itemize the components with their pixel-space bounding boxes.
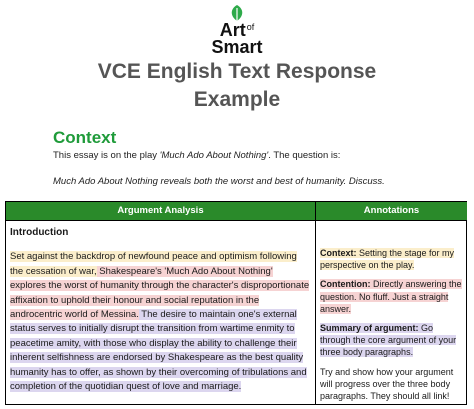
context-intro: This essay is on the play 'Much Ado About Nothing'. The question is: (53, 150, 341, 161)
argument-analysis-cell (10, 226, 310, 394)
summary-highlight: The desire to maintain one's external status serves to initially disrupt the transition from wartime enmity to peacetime amity, with those who display the ability to challenge their inherent selfishness are endorsed by Shakespeare as the best quality humanity has to offer, as shown by their overcoming of tribulations and completion of the quotidian quest of love and marriage. (10, 309, 307, 393)
play-title: 'Much Ado About Nothing' (159, 150, 269, 161)
analysis-table (5, 201, 467, 405)
logo-wordmark: Art$^{of}$ Smart (211, 20, 263, 58)
annotation-note: Try and show how your argument will progress over the three body paragraphs. They should all link! (320, 366, 454, 402)
annotations-cell (320, 247, 462, 409)
annotation-summary: Summary of argument: Go through the core argument of your three body paragraphs. (320, 323, 457, 358)
document-title-line-2: Example (193, 88, 281, 111)
context-highlight: Set against the backdrop of newfound peace and optimism following the cessation of war, (10, 251, 297, 277)
header-divider (6, 220, 466, 221)
annotations-header: Annotations (316, 202, 467, 220)
introduction-heading: Introduction (10, 227, 69, 238)
context-heading: Context (53, 128, 117, 147)
art-of-smart-logo (0, 4, 474, 56)
essay-question: Much Ado About Nothing reveals both the worst and best of humanity. Discuss. (53, 176, 385, 187)
column-divider (315, 220, 316, 405)
contention-highlight: Shakespeare's 'Much Ado About Nothing' explores the worst of humanity through the character's disproportionate affixation to uphold their honour and social reputation in the androcentric world of Messina. (10, 265, 310, 321)
annotation-context: Context: Setting the stage for my perspective on the play. (320, 248, 455, 271)
document-title (0, 58, 474, 114)
document-title-line-1: VCE English Text Response (97, 60, 377, 83)
introduction-paragraph (10, 250, 310, 394)
annotation-contention: Contention: Directly answering the question. No fluff. Just a straight answer. (320, 279, 462, 314)
argument-analysis-header: Argument Analysis (6, 202, 316, 220)
